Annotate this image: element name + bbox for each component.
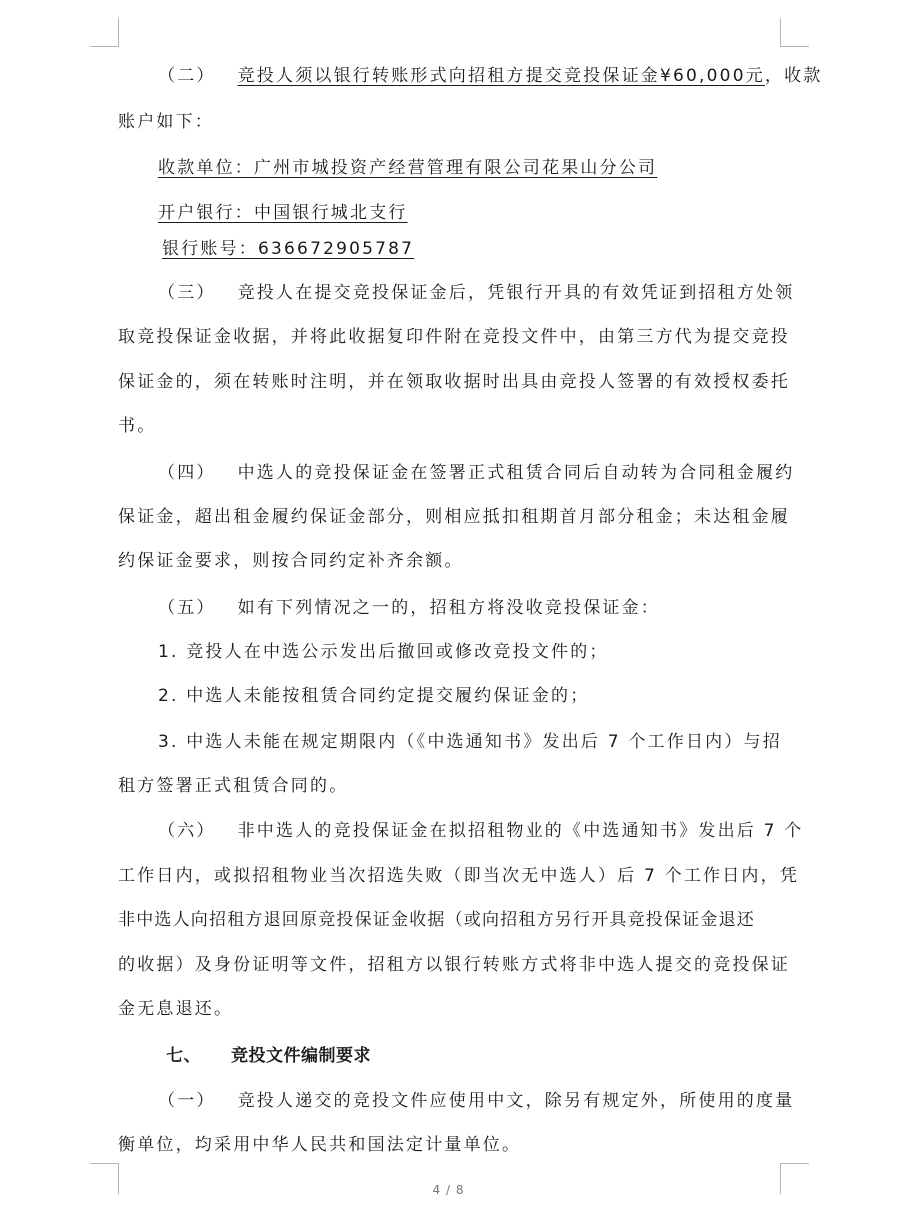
forfeit-item-2: 2. 中选人未能按租赁合同约定提交履约保证金的； bbox=[158, 686, 590, 706]
paragraph-6-line-2: 工作日内，或拟招租物业当次招选失败（即当次无中选人）后 7 个工作日内，凭 bbox=[118, 866, 800, 886]
crop-mark-top-left bbox=[90, 18, 119, 47]
section-title: 竞投文件编制要求 bbox=[231, 1046, 371, 1066]
forfeit-item-1: 1. 竞投人在中选公示发出后撤回或修改竞投文件的； bbox=[158, 642, 609, 662]
section-7-heading bbox=[166, 1044, 783, 1068]
section-7-paragraph-1-line-1: （一） 竞投人递交的竞投文件应使用中文，除另有规定外，所使用的度量 bbox=[158, 1091, 795, 1111]
paragraph-6-line-3: 非中选人向招租方退回原竞投保证金收据（或向招租方另行开具竞投保证金退还 bbox=[118, 910, 755, 930]
deposit-amount-text: 竞投人须以银行转账形式向招租方提交竞投保证金¥60,000元 bbox=[237, 66, 765, 86]
paragraph-number: （二） bbox=[158, 66, 216, 86]
paragraph-4-line-3: 约保证金要求，则按合同约定补齐余额。 bbox=[118, 551, 464, 571]
paragraph-2-line-1: （二） 竞投人须以银行转账形式向招租方提交竞投保证金¥60,000元，收款 bbox=[158, 66, 823, 86]
forfeit-item-3-line-2: 租方签署正式租赁合同的。 bbox=[118, 776, 349, 796]
crop-mark-top-right bbox=[780, 18, 809, 47]
paragraph-2-line-2: 账户如下： bbox=[118, 112, 214, 132]
payee-line: 收款单位：广州市城投资产经营管理有限公司花果山分公司 bbox=[158, 158, 658, 178]
paragraph-6-line-1: （六） 非中选人的竞投保证金在拟招租物业的《中选通知书》发出后 7 个 bbox=[158, 821, 804, 841]
paragraph-3-line-4: 书。 bbox=[118, 416, 157, 436]
section-number: 七、 bbox=[166, 1046, 201, 1066]
paragraph-5-line-1: （五） 如有下列情况之一的，招租方将没收竞投保证金： bbox=[158, 598, 661, 618]
forfeit-item-3-line-1: 3. 中选人未能在规定期限内（《中选通知书》发出后 7 个工作日内）与招 bbox=[158, 732, 782, 752]
page-indicator: 4 / 8 bbox=[432, 1183, 465, 1197]
paragraph-4-line-2: 保证金，超出租金履约保证金部分，则相应抵扣租期首月部分租金；未达租金履 bbox=[118, 507, 790, 527]
bank-line: 开户银行：中国银行城北支行 bbox=[158, 203, 408, 223]
paragraph-3-line-2: 取竞投保证金收据，并将此收据复印件附在竞投文件中，由第三方代为提交竞投 bbox=[118, 327, 790, 347]
paragraph-6-line-4: 的收据）及身份证明等文件，招租方以银行转账方式将非中选人提交的竞投保证 bbox=[118, 955, 790, 975]
paragraph-3-line-1: （三） 竞投人在提交竞投保证金后，凭银行开具的有效凭证到招租方处领 bbox=[158, 283, 795, 303]
paragraph-3-line-3: 保证金的，须在转账时注明，并在领取收据时出具由竞投人签署的有效授权委托 bbox=[118, 372, 790, 392]
paragraph-4-line-1: （四） 中选人的竞投保证金在签署正式租赁合同后自动转为合同租金履约 bbox=[158, 463, 795, 483]
account-line: 银行账号：636672905787 bbox=[162, 239, 415, 259]
section-7-paragraph-1-line-2: 衡单位，均采用中华人民共和国法定计量单位。 bbox=[118, 1135, 522, 1155]
paragraph-6-line-5: 金无息退还。 bbox=[118, 999, 234, 1019]
